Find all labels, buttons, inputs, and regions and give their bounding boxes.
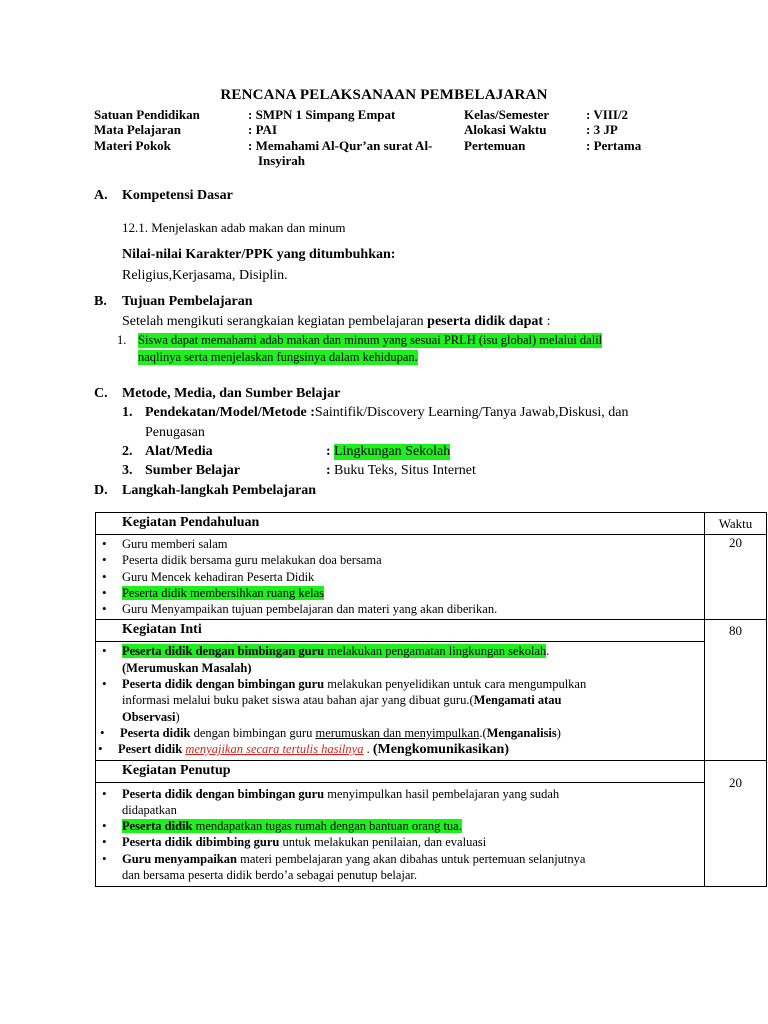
kelas-value: : VIII/2 [586, 107, 629, 122]
kelas-label: Kelas/Semester [464, 107, 550, 122]
section-c-letter: C. [94, 386, 108, 401]
inti-waktu: 80 [705, 620, 767, 760]
list-item: • Peserta didik dengan bimbingan guru melakukan penyelidikan untuk cara mengumpulkan informasi melalui buku paket siswa atau bahan ajar yang dibuat guru.(Mengamati atau Observasi) [122, 676, 704, 725]
section-c-heading: Metode, Media, dan Sumber Belajar [122, 386, 341, 401]
section-a-heading: Kompetensi Dasar [122, 188, 233, 203]
section-a-letter: A. [94, 188, 108, 203]
section-b-heading: Tujuan Pembelajaran [122, 294, 253, 309]
c-item3-colon: : [326, 463, 331, 478]
mapel-label: Mata Pelajaran [94, 122, 182, 137]
section-b-letter: B. [94, 294, 107, 309]
penutup-heading: Kegiatan Penutup [96, 760, 705, 782]
list-item: • Peserta didik dengan bimbingan guru menyimpulkan hasil pembelajaran yang sudah didapatkan [122, 786, 704, 819]
list-item: • Peserta didik dibimbing guru untuk melakukan penilaian, dan evaluasi [122, 834, 704, 850]
pendahuluan-body [96, 535, 705, 620]
section-d-letter: D. [94, 483, 108, 498]
pertemuan-label: Pertemuan [464, 138, 526, 153]
kompetensi-dasar: 12.1. Menjelaskan adab makan dan minum [122, 220, 346, 235]
materi-value-cont: Insyirah [258, 153, 305, 168]
c-item3-value: Buku Teks, Situs Internet [334, 463, 476, 478]
list-item: • Pesert didik menyajikan secara tertulis hasilnya . (Mengkomunikasikan) [118, 741, 704, 758]
nilai-value: Religius,Kerjasama, Disiplin. [122, 268, 288, 283]
c-item2-value: Lingkungan Sekolah [334, 444, 451, 459]
penutup-waktu: 20 [705, 760, 767, 887]
list-item: • Peserta didik mendapatkan tugas rumah dengan bantuan orang tua. [122, 818, 704, 834]
inti-body [96, 642, 705, 760]
pendahuluan-waktu: 20 [705, 535, 767, 620]
satuan-value: : SMPN 1 Simpang Empat [248, 107, 396, 122]
section-d-heading: Langkah-langkah Pembelajaran [122, 483, 317, 498]
list-item: • Peserta didik dengan bimbingan guru melakukan pengamatan lingkungan sekolah. (Merumuskan Masalah) [122, 643, 704, 676]
materi-label: Materi Pokok [94, 138, 171, 153]
goal-line-1: Siswa dapat memahami adab makan dan minum yang sesuai PRLH (isu global) melalui dalil [138, 333, 603, 347]
list-item: • Peserta didik bersama guru melakukan doa bersama [122, 552, 704, 568]
waktu-header: Waktu [705, 513, 767, 535]
nilai-heading: Nilai-nilai Karakter/PPK yang ditumbuhkan: [122, 247, 396, 262]
list-item: • Peserta didik dengan bimbingan guru merumuskan dan menyimpulkan.(Menganalisis) [120, 725, 704, 741]
inti-heading: Kegiatan Inti [96, 620, 705, 642]
c-item1: Pendekatan/Model/Metode :Saintifik/Discovery Learning/Tanya Jawab,Diskusi, dan [145, 405, 629, 420]
satuan-label: Satuan Pendidikan [94, 107, 200, 122]
steps-table [95, 512, 767, 887]
list-item: • Guru memberi salam [122, 536, 704, 552]
goal-number: 1. [117, 333, 127, 347]
c-item1-cont: Penugasan [145, 425, 205, 440]
document-title: RENCANA PELAKSANAAN PEMBELAJARAN [220, 87, 548, 103]
c-item1-number: 1. [122, 405, 133, 420]
pertemuan-value: : Pertama [586, 138, 642, 153]
list-item: • Guru Mencek kehadiran Peserta Didik [122, 569, 704, 585]
materi-value: : Memahami Al-Qur’an surat Al- [248, 138, 433, 153]
mapel-value: : PAI [248, 122, 278, 137]
c-item2-number: 2. [122, 444, 133, 459]
alokasi-value: : 3 JP [586, 122, 618, 137]
penutup-body [96, 782, 705, 887]
list-item: • Peserta didik membersihkan ruang kelas [122, 585, 704, 601]
c-item3-label: Sumber Belajar [145, 463, 241, 478]
pendahuluan-heading: Kegiatan Pendahuluan [96, 513, 705, 535]
list-item: • Guru Menyampaikan tujuan pembelajaran dan materi yang akan diberikan. [122, 601, 704, 617]
goal-line-2: naqlinya serta menjelaskan fungsinya dalam kehidupan. [138, 350, 418, 364]
tujuan-intro: Setelah mengikuti serangkaian kegiatan pembelajaran peserta didik dapat : [122, 314, 551, 329]
c-item2-label: Alat/Media [145, 444, 213, 459]
c-item2-colon: : [326, 444, 331, 459]
list-item: • Guru menyampaikan materi pembelajaran yang akan dibahas untuk pertemuan selanjutnya dan bersama peserta didik berdo’a sebagai penutup belajar. [122, 851, 704, 884]
alokasi-label: Alokasi Waktu [464, 122, 547, 137]
c-item3-number: 3. [122, 463, 133, 478]
